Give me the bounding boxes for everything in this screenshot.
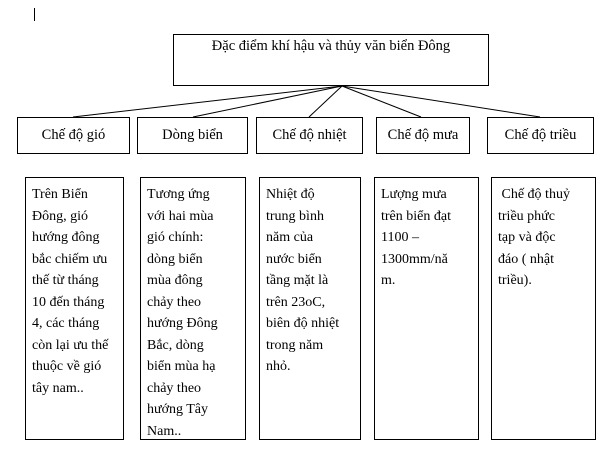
detail-dong-bien [140,177,246,440]
connector-3 [309,86,342,117]
title-box [173,34,489,86]
connector-4 [342,86,421,117]
heading-che-do-nhiet: Chế độ nhiệt [256,117,363,154]
detail-text-che-do-mua: Lượng mưa trên biển đạt 1100 – 1300mm/nă m. [381,187,451,288]
detail-che-do-nhiet [259,177,361,440]
heading-che-do-gio: Chế độ gió [17,117,130,154]
connector-2 [193,86,342,117]
connector-5 [342,86,540,117]
detail-che-do-trieu [491,177,596,440]
heading-che-do-mua: Chế độ mưa [376,117,470,154]
heading-dong-bien: Dòng biển [137,117,248,154]
heading-che-do-trieu: Chế độ triều [487,117,594,154]
detail-text-che-do-nhiet: Nhiệt độ trung bình năm của nước biển tầng mặt là trên 23oC, biên độ nhiệt trong năm nhỏ. [266,187,340,374]
detail-text-che-do-gio: Trên Biển Đông, gió hướng đông bắc chiếm ưu thế từ tháng 10 đến tháng 4, các tháng còn lại ưu thế thuộc về gió tây nam.. [32,187,109,396]
detail-text-che-do-trieu: Chế độ thuỷ triều phức tạp và độc đáo ( nhật triều). [498,187,570,288]
detail-che-do-mua [374,177,479,440]
detail-text-dong-bien: Tương ứng với hai mùa gió chính: dòng biển mùa đông chảy theo hướng Đông Bắc, dòng biển mùa hạ chảy theo hướng Tây Nam.. [147,187,218,439]
diagram-title: Đặc điểm khí hậu và thủy văn biển Đông [211,38,451,54]
detail-che-do-gio [25,177,124,440]
connector-1 [73,86,342,117]
